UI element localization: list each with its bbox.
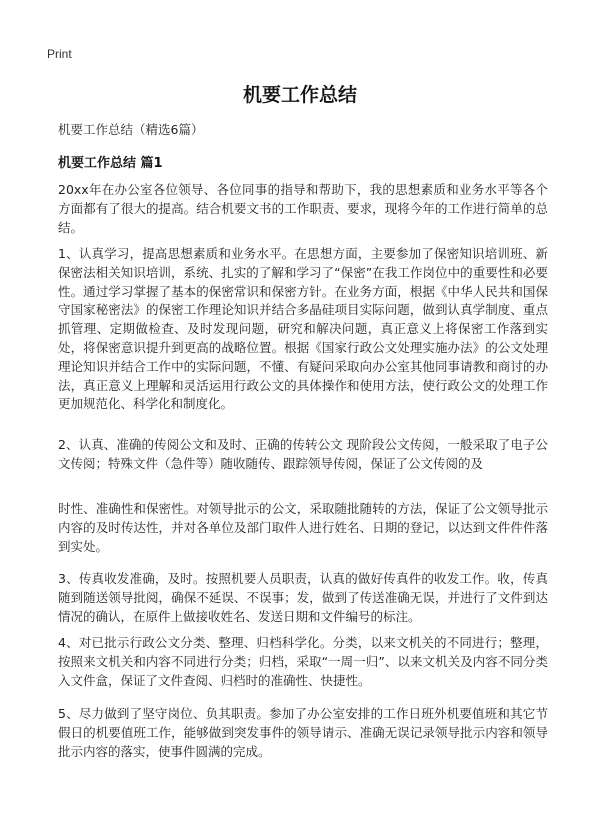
paragraph-2-document-circulation: 2、认真、准确的传阅公文和及时、正确的传转公文 现阶段公文传阅，一般采取了电子公文传阅；特殊文件（急件等）随收随传、跟踪领导传阅，保证了公文传阅的及	[58, 437, 548, 471]
paragraph-intro: 20xx年在办公室各位领导、各位同事的指导和帮助下，我的思想素质和业务水平等各个方面都有了很大的提高。结合机要文书的工作职责、要求，现将今年的工作进行简单的总结。	[58, 182, 548, 235]
paragraph-2-continued: 时性、准确性和保密性。对领导批示的公文，采取随批随转的方法，保证了公文领导批示内容的及时传达性，并对各单位及部门取件人进行姓名、日期的登记，以达到文件件件落到实处。	[58, 501, 548, 554]
paragraph-1-study: 1、认真学习，提高思想素质和业务水平。在思想方面，主要参加了保密知识培训班、新保密法相关知识培训，系统、扎实的了解和学习了“保密”在我工作岗位中的重要性和必要性。通过学习掌握了基本的保密常识和保密方针。在业务方面，根据《中华人民共和国保守国家秘密法》的保密工作理论知识并结合多晶硅项目实际问题，做到认真学制度、重点抓管理、定期做检查、及时发现问题，研究和解决问题，真正意义上将保密工作落到实处，将保密意识提升到更高的战略位置。根据《国家行政公文处理实施办法》的公文处理理论知识并结合工作中的实际问题，不懂、有疑问采取向办公室其他同事请教和商讨的办法，真正意义上理解和灵活运用行政公文的具体操作和使用方法，使行政公文的处理工作更加规范化、科学化和制度化。	[58, 246, 548, 412]
paragraph-3-fax: 3、传真收发准确，及时。按照机要人员职责，认真的做好传真件的收发工作。收，传真随到随送领导批阅，确保不延误、不误事；发，做到了传送准确无误，并进行了文件到达情况的确认，在原件上做接收姓名、发送日期和文件编号的标注。	[58, 571, 548, 624]
document-subtitle: 机要工作总结（精选6篇）	[58, 122, 204, 137]
section-heading: 机要工作总结 篇1	[58, 156, 163, 171]
page-title: 机要工作总结	[242, 84, 357, 106]
paragraph-5-duty: 5、尽力做到了坚守岗位、负其职责。参加了办公室安排的工作日班外机要值班和其它节假日的机要值班工作，能够做到突发事件的领导请示、准确无误记录领导批示内容和领导批示内容的落实，使事件圆满的完成。	[58, 706, 548, 759]
print-label: Print	[47, 47, 72, 61]
paragraph-4-archiving: 4、对已批示行政公文分类、整理、归档科学化。分类，以来文机关的不同进行；整理，按照来文机关和内容不同进行分类；归档，采取“一周一归”、以来文机关及内容不同分类入文件盒，保证了文件查阅、归档时的准确性、快捷性。	[58, 635, 548, 688]
